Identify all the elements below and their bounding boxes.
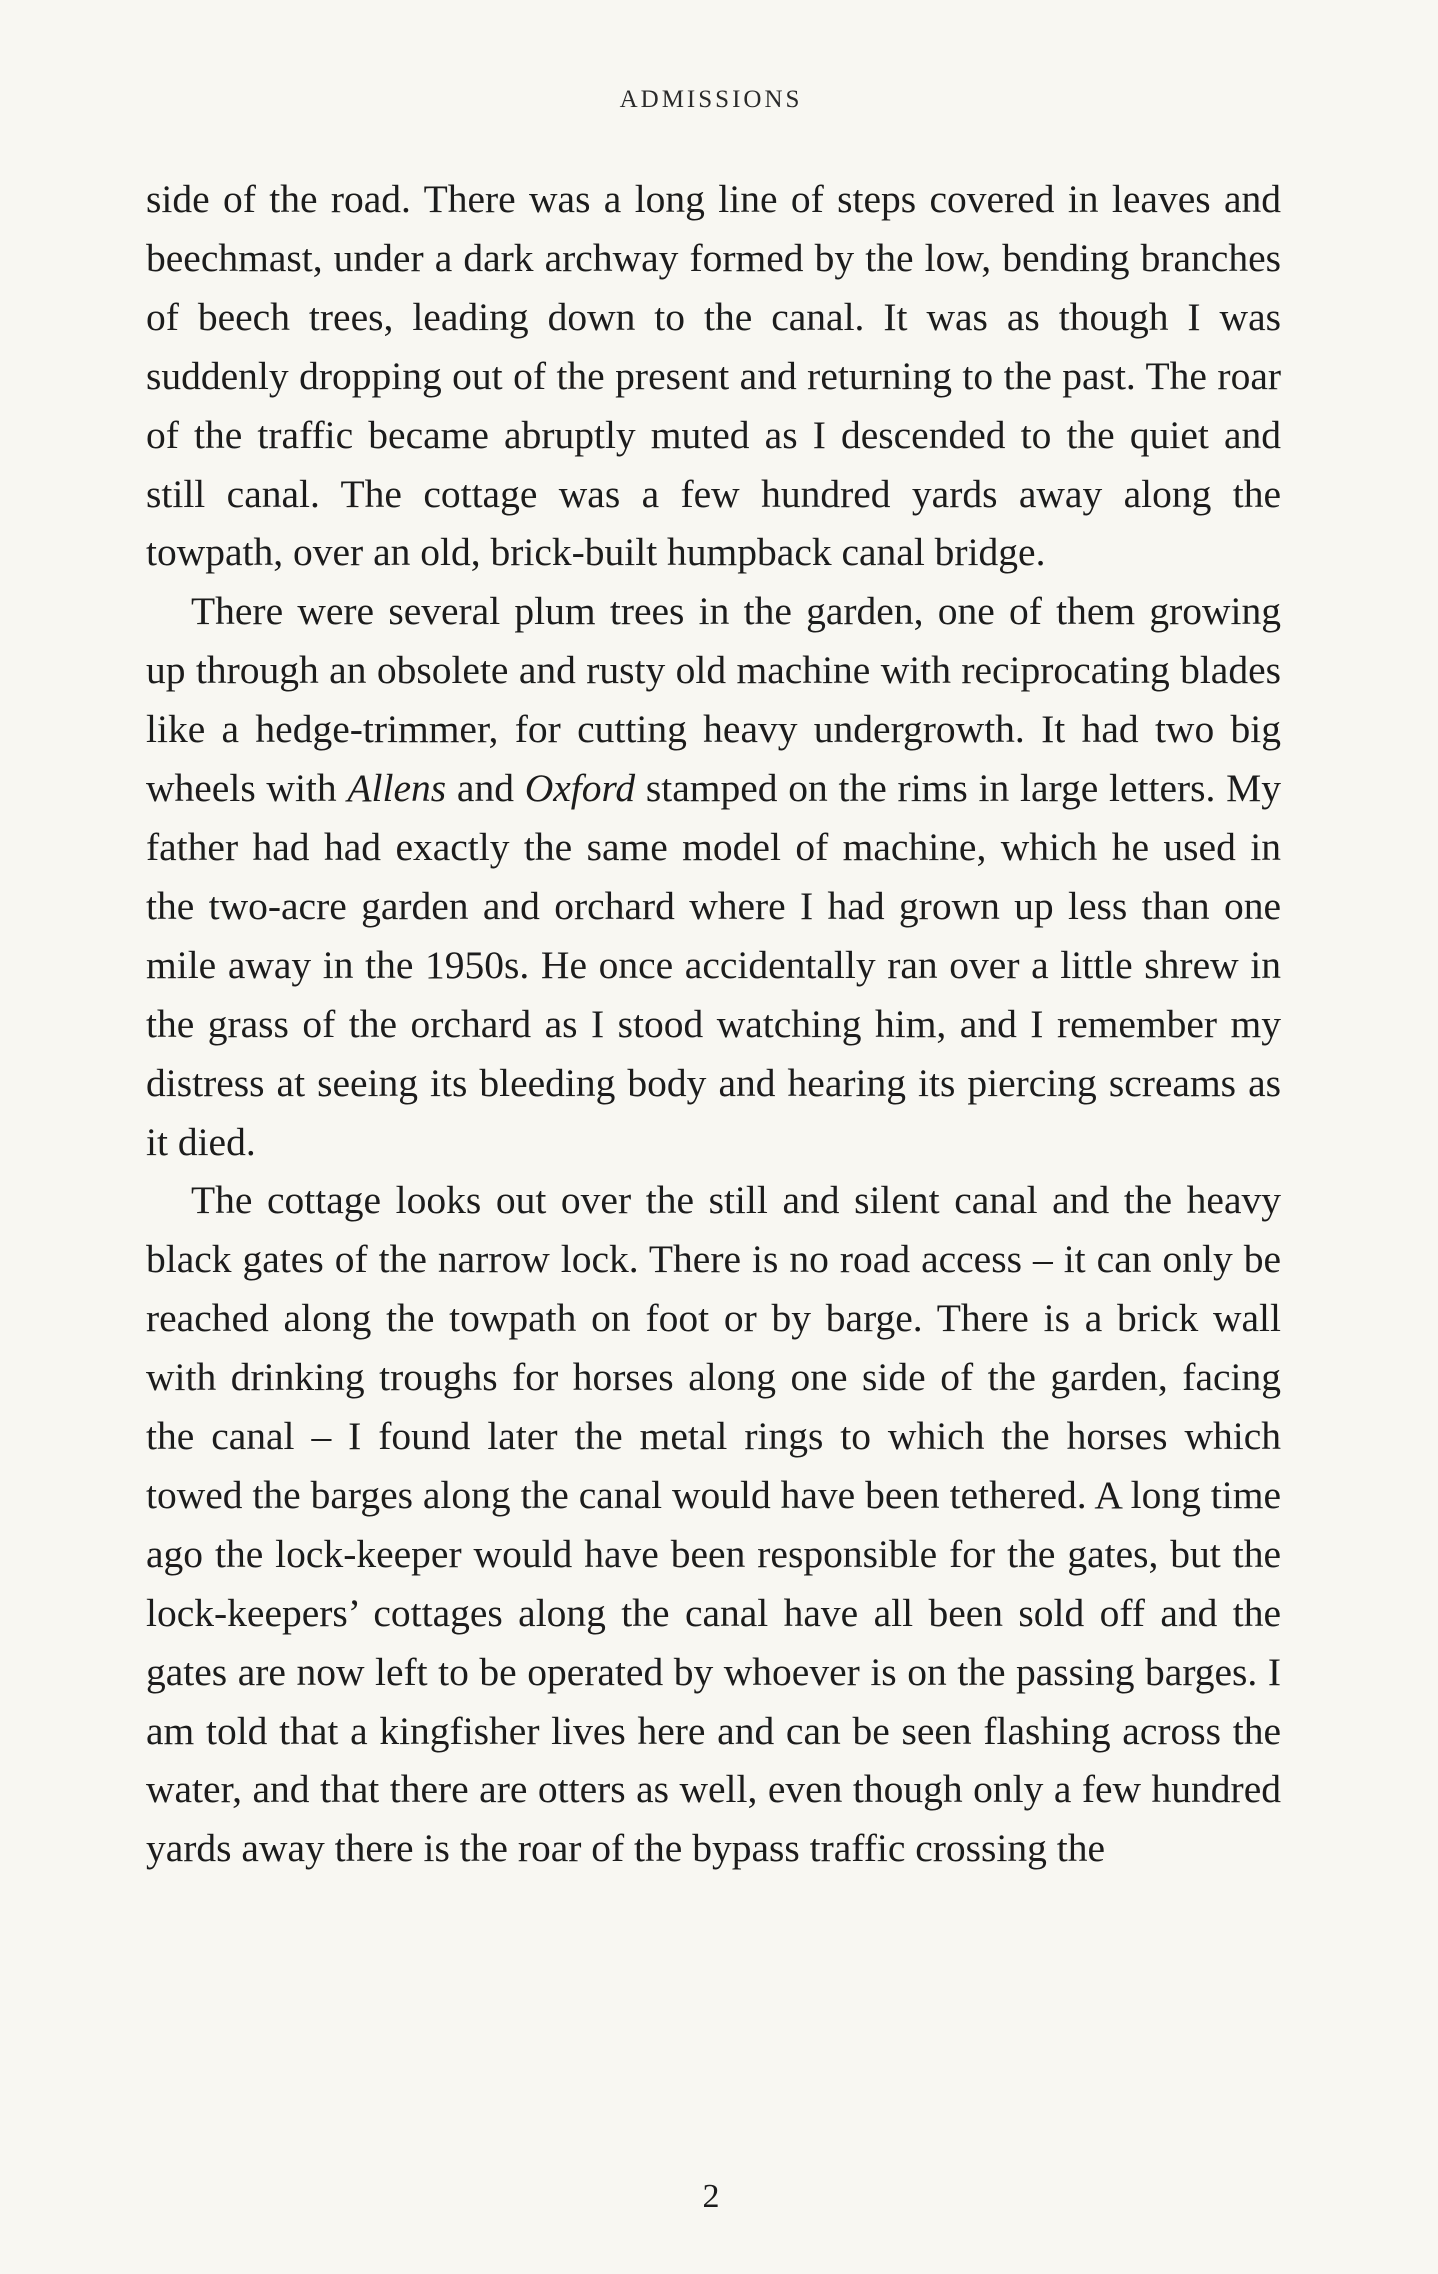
- paragraph-1: side of the road. There was a long line of steps covered in leaves and beechmast, under a dark archway formed by the low, bending branches of beech trees, leading down to the canal. It was as though I was suddenly dropping out of the present and returning to the past. The roar of the traffic became abruptly muted as I descended to the quiet and still canal. The cottage was a few hundred yards away along the towpath, over an old, brick-built humpback canal bridge.: [146, 177, 1281, 575]
- paragraph-2-text-c: stamped on the rims in large letters. My father had had exactly the same model of machine, which he used in the two-acre garden and orchard where I had grown up less than one mile away in the 1950s. He once accidentally ran over a little shrew in the grass of the orchard as I stood watching him, and I remember my distress at seeing its bleeding body and hearing its piercing screams as it died.: [146, 766, 1281, 1164]
- page-number: 2: [702, 2178, 720, 2215]
- paragraph-2-text-a: There were several plum trees in the garden, one of them growing up through an obsolete and rusty old machine with reciprocating blades like a hedge-trimmer, for cutting heavy undergrowth. It had two big wheels with: [146, 589, 1281, 811]
- paragraph-3: The cottage looks out over the still and silent canal and the heavy black gates of the narrow lock. There is no road access – it can only be reached along the towpath on foot or by barge. There is a brick wall with drinking troughs for horses along one side of the garden, facing the canal – I found later the metal rings to which the horses which towed the barges along the canal would have been tethered. A long time ago the lock-keeper would have been responsible for the gates, but the lock-keepers’ cottages along the canal have all been sold off and the gates are now left to be operated by whoever is on the passing barges. I am told that a kingfisher lives here and can be seen flashing across the water, and that there are otters as well, even though only a few hundred yards away there is the roar of the bypass traffic crossing the: [146, 1178, 1281, 1871]
- paragraph-2: [146, 582, 1281, 1171]
- running-head: ADMISSIONS: [619, 86, 803, 113]
- paragraph-2-text-b: and: [446, 766, 525, 811]
- italic-oxford: Oxford: [524, 766, 636, 811]
- italic-allens: Allens: [347, 766, 447, 811]
- body-text: [146, 170, 1281, 1878]
